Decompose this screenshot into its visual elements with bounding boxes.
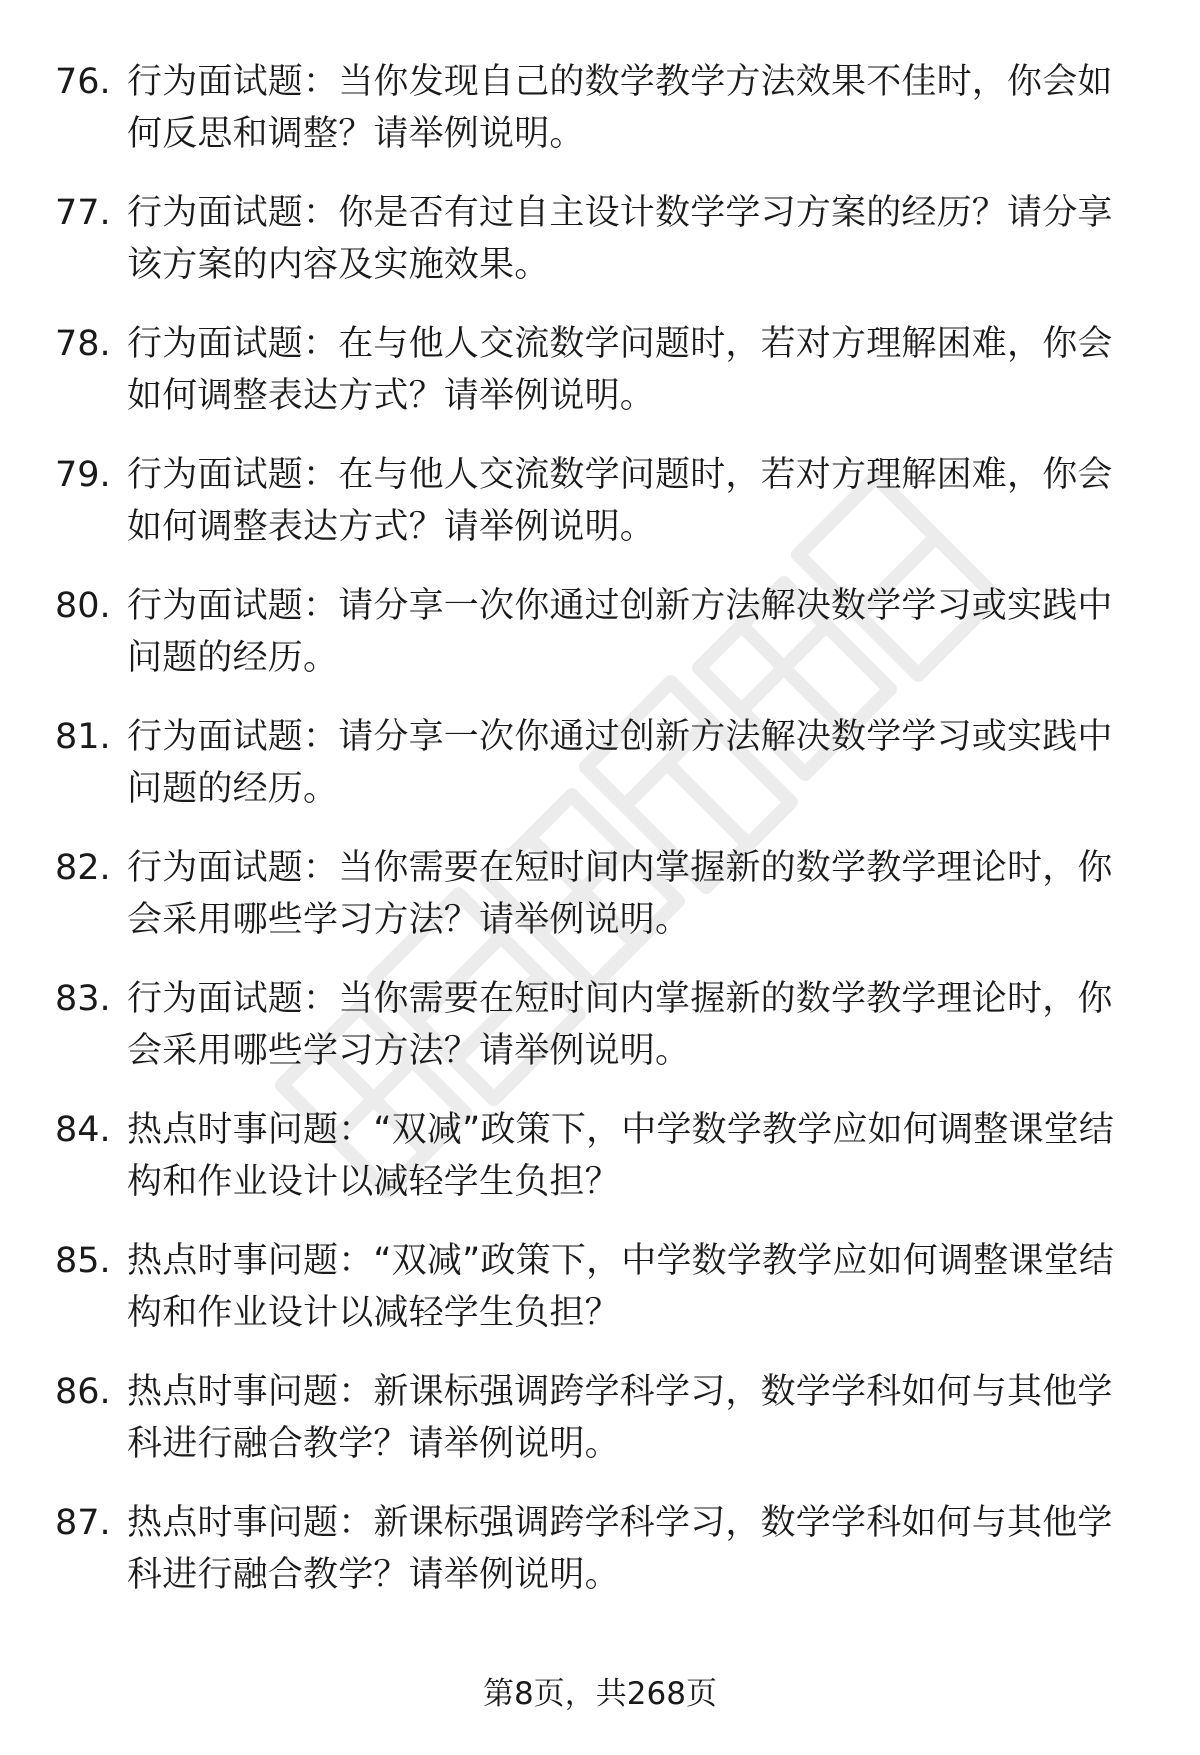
question-number: 77. xyxy=(55,193,111,233)
question-number: 81. xyxy=(55,717,111,757)
question-number: 79. xyxy=(55,455,111,495)
page-number-label: 第8页，共268页 xyxy=(483,1676,717,1712)
question-item xyxy=(0,1493,1200,1624)
question-item xyxy=(0,314,1200,445)
question-number: 87. xyxy=(55,1503,111,1543)
question-text: 行为面试题：当你需要在短时间内掌握新的数学教学理论时，你会采用哪些学习方法？请举例说明。 xyxy=(127,979,1113,1071)
question-item xyxy=(0,1100,1200,1231)
question-text: 热点时事问题：“双减”政策下，中学数学教学应如何调整课堂结构和作业设计以减轻学生负担？ xyxy=(127,1110,1115,1202)
question-number: 85. xyxy=(55,1241,111,1281)
question-number: 78. xyxy=(55,324,111,364)
question-number: 84. xyxy=(55,1110,111,1150)
question-number: 80. xyxy=(55,586,111,626)
question-text: 行为面试题：你是否有过自主设计数学学习方案的经历？请分享该方案的内容及实施效果。 xyxy=(127,193,1113,285)
question-text: 行为面试题：请分享一次你通过创新方法解决数学学习或实践中问题的经历。 xyxy=(127,586,1113,678)
question-number: 82. xyxy=(55,848,111,888)
question-item xyxy=(0,969,1200,1100)
question-item xyxy=(0,576,1200,707)
page-footer xyxy=(0,1672,1200,1716)
question-list xyxy=(0,52,1200,1624)
question-item xyxy=(0,707,1200,838)
question-item xyxy=(0,1231,1200,1362)
question-text: 行为面试题：在与他人交流数学问题时，若对方理解困难，你会如何调整表达方式？请举例说明。 xyxy=(127,455,1113,547)
question-text: 行为面试题：在与他人交流数学问题时，若对方理解困难，你会如何调整表达方式？请举例说明。 xyxy=(127,324,1113,416)
question-number: 76. xyxy=(55,62,111,102)
question-item xyxy=(0,1362,1200,1493)
question-item xyxy=(0,183,1200,314)
question-item xyxy=(0,838,1200,969)
question-text: 热点时事问题：新课标强调跨学科学习，数学学科如何与其他学科进行融合教学？请举例说明。 xyxy=(127,1503,1113,1595)
question-item xyxy=(0,52,1200,183)
question-number: 86. xyxy=(55,1372,111,1412)
question-number: 83. xyxy=(55,979,111,1019)
question-text: 热点时事问题：“双减”政策下，中学数学教学应如何调整课堂结构和作业设计以减轻学生负担？ xyxy=(127,1241,1115,1333)
question-text: 行为面试题：当你发现自己的数学教学方法效果不佳时，你会如何反思和调整？请举例说明。 xyxy=(127,62,1113,154)
question-text: 行为面试题：当你需要在短时间内掌握新的数学教学理论时，你会采用哪些学习方法？请举例说明。 xyxy=(127,848,1113,940)
question-text: 热点时事问题：新课标强调跨学科学习，数学学科如何与其他学科进行融合教学？请举例说明。 xyxy=(127,1372,1113,1464)
question-text: 行为面试题：请分享一次你通过创新方法解决数学学习或实践中问题的经历。 xyxy=(127,717,1113,809)
question-item xyxy=(0,445,1200,576)
